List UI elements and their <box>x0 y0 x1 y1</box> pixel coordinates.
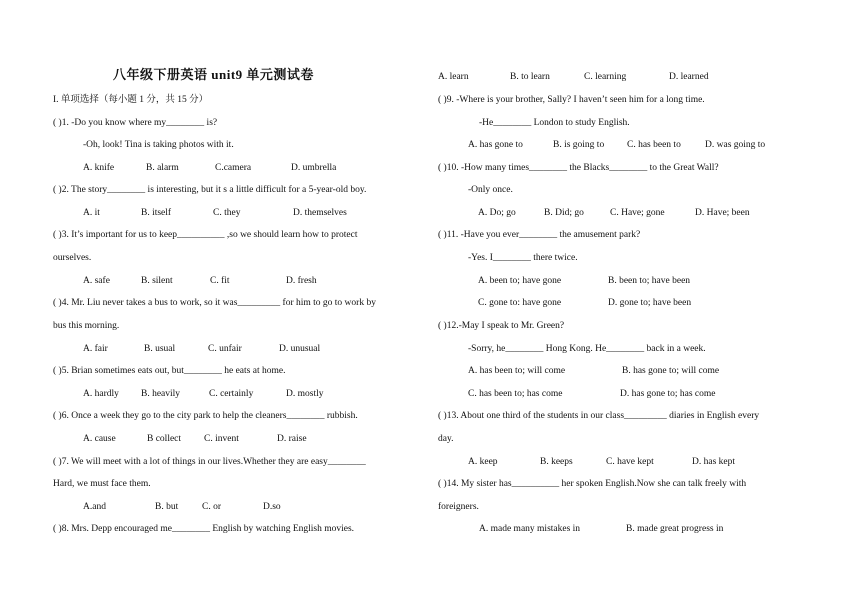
q1-option-d: D. umbrella <box>291 163 337 173</box>
q3-stem: ( )3. It’s important for us to keep__________ ,so we should learn how to protect <box>53 230 358 240</box>
q9-stem: ( )9. -Where is your brother, Sally? I haven’t seen him for a long time. <box>438 95 705 105</box>
q4-stem: ( )4. Mr. Liu never takes a bus to work, so it was_________ for him to go to work by <box>53 298 376 308</box>
q12-stem: ( )12.-May I speak to Mr. Green? <box>438 321 565 331</box>
q11-option-b: B. been to; have been <box>608 276 691 286</box>
q8-option-d: D. learned <box>669 72 709 82</box>
q8-option-c: C. learning <box>584 72 627 82</box>
q6-option-c: C. invent <box>204 434 239 444</box>
q12-option-d: D. has gone to; has come <box>620 389 716 399</box>
q6-option-b: B collect <box>147 434 182 444</box>
section-heading: I. 单项选择（每小题 1 分，共 15 分） <box>53 95 209 105</box>
q10-option-b: B. Did; go <box>544 208 584 218</box>
q7-option-b: B. but <box>155 502 179 512</box>
q11-stem: ( )11. -Have you ever________ the amusement park? <box>438 230 641 240</box>
q6-option-a: A. cause <box>83 434 116 444</box>
q9-option-b: B. is going to <box>553 140 605 150</box>
q4-option-b: B. usual <box>144 344 176 354</box>
q14-stem: ( )14. My sister has__________ her spoken English.Now she can talk freely with <box>438 479 747 489</box>
q10-stem: ( )10. -How many times________ the Blacks________ to the Great Wall? <box>438 163 719 173</box>
q1-reply: -Oh, look! Tina is taking photos with it. <box>83 140 234 150</box>
q7-option-d: D.so <box>263 502 281 512</box>
q13-option-b: B. keeps <box>540 457 573 467</box>
q3-option-a: A. safe <box>83 276 110 286</box>
q5-option-b: B. heavily <box>141 389 181 399</box>
q8-option-a: A. learn <box>438 72 469 82</box>
q11-option-c: C. gone to: have gone <box>478 298 562 308</box>
q5-option-d: D. mostly <box>286 389 324 399</box>
q2-option-a: A. it <box>83 208 100 218</box>
q2-option-d: D. themselves <box>293 208 347 218</box>
q1-option-b: B. alarm <box>146 163 179 173</box>
q3-option-c: C. fit <box>210 276 230 286</box>
q6-option-d: D. raise <box>277 434 307 444</box>
q14-continuation: foreigners. <box>438 502 479 512</box>
q4-option-c: C. unfair <box>208 344 242 354</box>
q9-option-d: D. was going to <box>705 140 766 150</box>
q5-stem: ( )5. Brian sometimes eats out, but________ he eats at home. <box>53 366 286 376</box>
q12-option-c: C. has been to; has come <box>468 389 563 399</box>
q14-option-a: A. made many mistakes in <box>479 524 581 534</box>
q11-reply: -Yes. I________ there twice. <box>468 253 578 263</box>
q13-option-d: D. has kept <box>692 457 736 467</box>
q11-option-d: D. gone to; have been <box>608 298 692 308</box>
q7-option-a: A.and <box>83 502 106 512</box>
q3-option-d: D. fresh <box>286 276 317 286</box>
q4-continuation: bus this morning. <box>53 321 120 331</box>
q13-continuation: day. <box>438 434 454 444</box>
page-title: 八年级下册英语 unit9 单元测试卷 <box>113 67 314 82</box>
q5-option-a: A. hardly <box>83 389 119 399</box>
q1-option-a: A. knife <box>83 163 115 173</box>
q9-option-c: C. has been to <box>627 140 681 150</box>
q8-stem: ( )8. Mrs. Depp encouraged me________ English by watching English movies. <box>53 524 355 534</box>
q2-option-c: C. they <box>213 208 241 218</box>
q13-option-a: A. keep <box>468 457 498 467</box>
q9-reply: -He________ London to study English. <box>479 118 630 128</box>
q10-reply: -Only once. <box>468 185 513 195</box>
q3-option-b: B. silent <box>141 276 173 286</box>
q11-option-a: A. been to; have gone <box>478 276 562 286</box>
q5-option-c: C. certainly <box>209 389 254 399</box>
q1-stem: ( )1. -Do you know where my________ is? <box>53 118 218 128</box>
q14-option-b: B. made great progress in <box>626 524 724 534</box>
q13-stem: ( )13. About one third of the students in our class_________ diaries in English every <box>438 411 760 421</box>
q10-option-d: D. Have; been <box>695 208 750 218</box>
q2-option-b: B. itself <box>141 208 172 218</box>
q4-option-d: D. unusual <box>279 344 321 354</box>
q7-continuation: Hard, we must face them. <box>53 479 151 489</box>
q7-option-c: C. or <box>202 502 221 512</box>
q3-continuation: ourselves. <box>53 253 92 263</box>
q9-option-a: A. has gone to <box>468 140 523 150</box>
q10-option-c: C. Have; gone <box>610 208 665 218</box>
q8-option-b: B. to learn <box>510 72 550 82</box>
q13-option-c: C. have kept <box>606 457 654 467</box>
q12-reply: -Sorry, he________ Hong Kong. He________ back in a week. <box>468 344 706 354</box>
q7-stem: ( )7. We will meet with a lot of things in our lives.Whether they are easy________ <box>53 457 366 467</box>
q10-option-a: A. Do; go <box>478 208 516 218</box>
q12-option-a: A. has been to; will come <box>468 366 566 376</box>
q6-stem: ( )6. Once a week they go to the city park to help the cleaners________ rubbish. <box>53 411 358 421</box>
q12-option-b: B. has gone to; will come <box>622 366 720 376</box>
q4-option-a: A. fair <box>83 344 108 354</box>
q1-option-c: C.camera <box>215 163 252 173</box>
q2-stem: ( )2. The story________ is interesting, but it s a little difficult for a 5-year-old boy. <box>53 185 367 195</box>
